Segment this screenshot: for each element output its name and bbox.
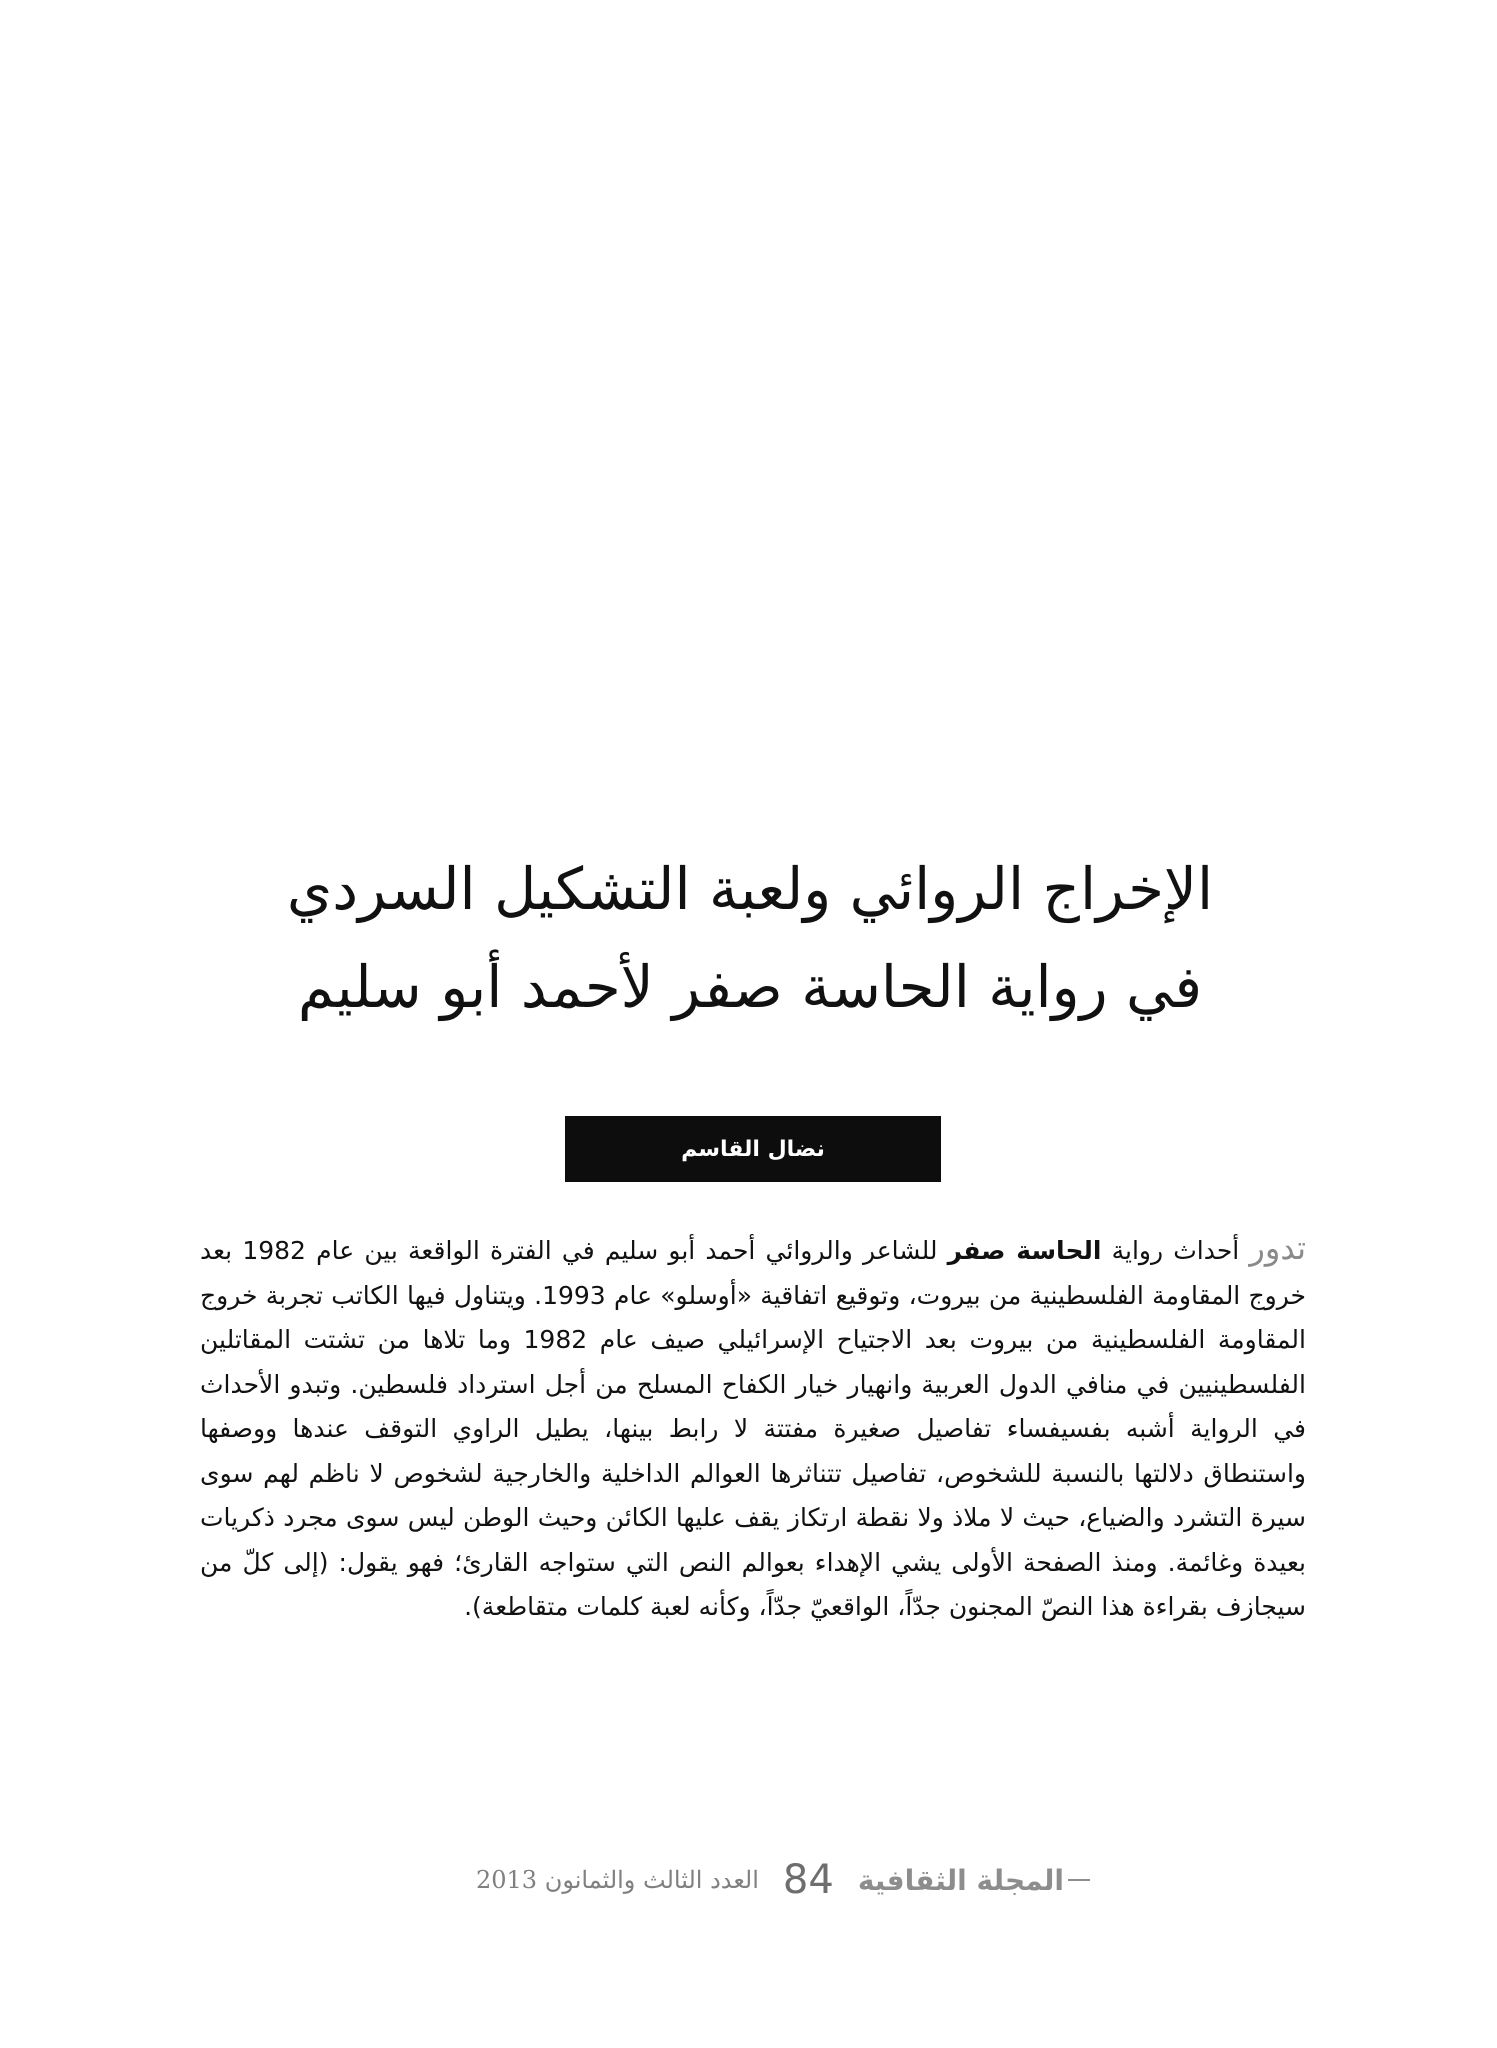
page-number: 84 [782,1857,834,1903]
novel-name: الحاسة صفر [947,1236,1102,1265]
page-footer [430,1850,1090,1910]
magazine-logo [858,1864,1090,1897]
article-title [250,840,1250,1036]
issue-info: العدد الثالث والثمانون 2013 [475,1866,759,1894]
paragraph-intro: أحداث رواية [1101,1236,1250,1265]
logo-rule-icon [1068,1879,1090,1881]
paragraph-body: للشاعر والروائي أحمد أبو سليم في الفترة الواقعة بين عام 1982 بعد خروج المقاومة الفلسطينية من بيروت، وتوقيع اتفاقية «أوسلو» عام 1993. ويتناول فيها الكاتب تجربة خروج المقاومة الفلسطينية من بيروت بعد الاجتياح الإسرائيلي صيف عام 1982 وما تلاها من تشتت المقاتلين الفلسطينيين في منافي الدول العربية وانهيار خيار الكفاح المسلح من أجل استرداد فلسطين. وتبدو الأحداث في الرواية أشبه بفسيفساء تفاصيل صغيرة مفتتة لا رابط بينها، يطيل الراوي التوقف عندها ووصفها واستنطاق دلالتها بالنسبة للشخوص، تفاصيل تتناثرها العوالم الداخلية والخارجية لشخوص لا ناظم لهم سوى سيرة التشرد والضياع، حيث لا ملاذ ولا نقطة ارتكاز يقف عليها الكائن وحيث الوطن ليس سوى مجرد ذكريات بعيدة وغائمة. ومنذ الصفحة الأولى يشي الإهداء بعوالم النص التي ستواجه القارئ؛ فهو يقول: (إلى كلّ من سيجازف بقراءة هذا النصّ المجنون جدّاً، الواقعيّ جدّاً، وكأنه لعبة كلمات متقاطعة). [200,1236,1306,1621]
article-paragraph [200,1226,1306,1630]
magazine-name: المجلة الثقافية [857,1863,1064,1897]
lead-word: تدور [1249,1229,1307,1267]
author-badge [565,1116,941,1182]
title-line-2: في رواية الحاسة صفر لأحمد أبو سليم [297,953,1203,1021]
title-line-1: الإخراج الروائي ولعبة التشكيل السردي [286,855,1214,923]
author-name: نضال القاسم [681,1136,825,1162]
